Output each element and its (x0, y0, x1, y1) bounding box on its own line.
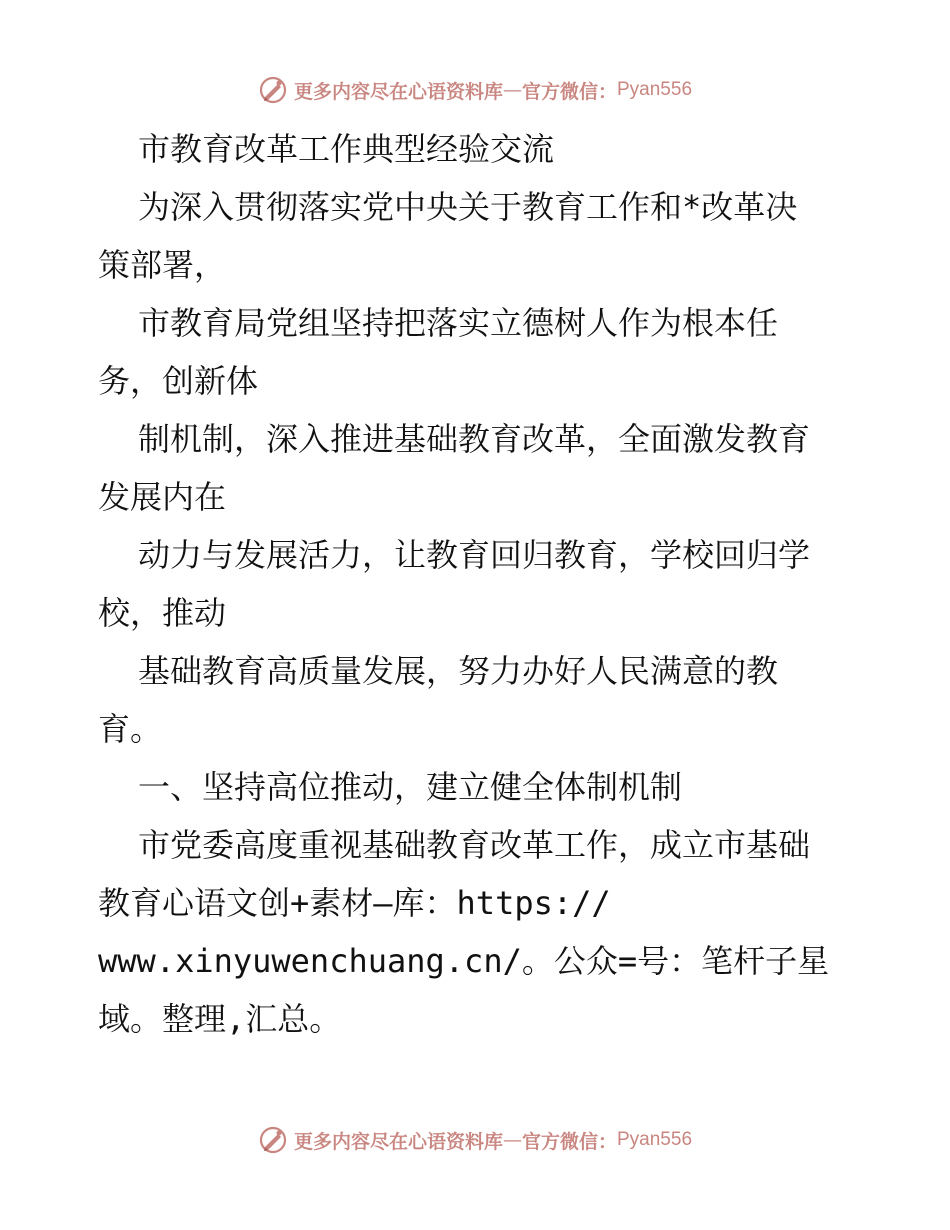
document-title: 市教育改革工作典型经验交流 (138, 130, 555, 168)
paragraph-line: 基础教育高质量发展，努力办好人民满意的教 (138, 652, 779, 690)
banner-wechat-label: 官方微信： (521, 1130, 617, 1153)
banner-main-text: 更多内容尽在心语资料库 (293, 80, 503, 103)
paragraph-line: 域。整理,汇总。 (98, 1000, 342, 1038)
header-watermark-banner (0, 70, 950, 110)
paragraph-line: 校，推动 (98, 594, 227, 632)
paragraph-line: 市党委高度重视基础教育改革工作，成立市基础 (138, 826, 811, 864)
paragraph-line: www.xinyuwenchuang.cn/。公众=号：笔杆子星 (98, 942, 830, 980)
paragraph-line: 市教育局党组坚持把落实立德树人作为根本任 (138, 304, 779, 342)
paragraph-line: 策部署， (98, 246, 227, 284)
banner-wechat-id: Pyan556 (617, 79, 693, 100)
paragraph-line: 务，创新体 (98, 362, 259, 400)
banner-separator: — (502, 1129, 522, 1151)
banner-wechat-id: Pyan556 (617, 1129, 693, 1150)
banner-separator: — (502, 79, 522, 101)
paragraph-line: 教育心语文创+素材—库：https:// (98, 884, 611, 922)
pen-logo-icon (258, 75, 288, 105)
paragraph-line: 为深入贯彻落实党中央关于教育工作和*改革决 (138, 188, 798, 226)
paragraph-line: 动力与发展活力，让教育回归教育，学校回归学 (138, 536, 811, 574)
paragraph-line: 制机制，深入推进基础教育改革，全面激发教育 (138, 420, 811, 458)
section-heading: 一、坚持高位推动，建立健全体制机制 (138, 768, 683, 806)
pen-logo-icon (258, 1125, 288, 1155)
footer-watermark-banner (0, 1120, 950, 1160)
banner-wechat-label: 官方微信： (521, 80, 617, 103)
paragraph-line: 发展内在 (98, 478, 227, 516)
banner-main-text: 更多内容尽在心语资料库 (293, 1130, 503, 1153)
paragraph-line: 育。 (98, 710, 163, 748)
document-body (98, 120, 858, 1048)
